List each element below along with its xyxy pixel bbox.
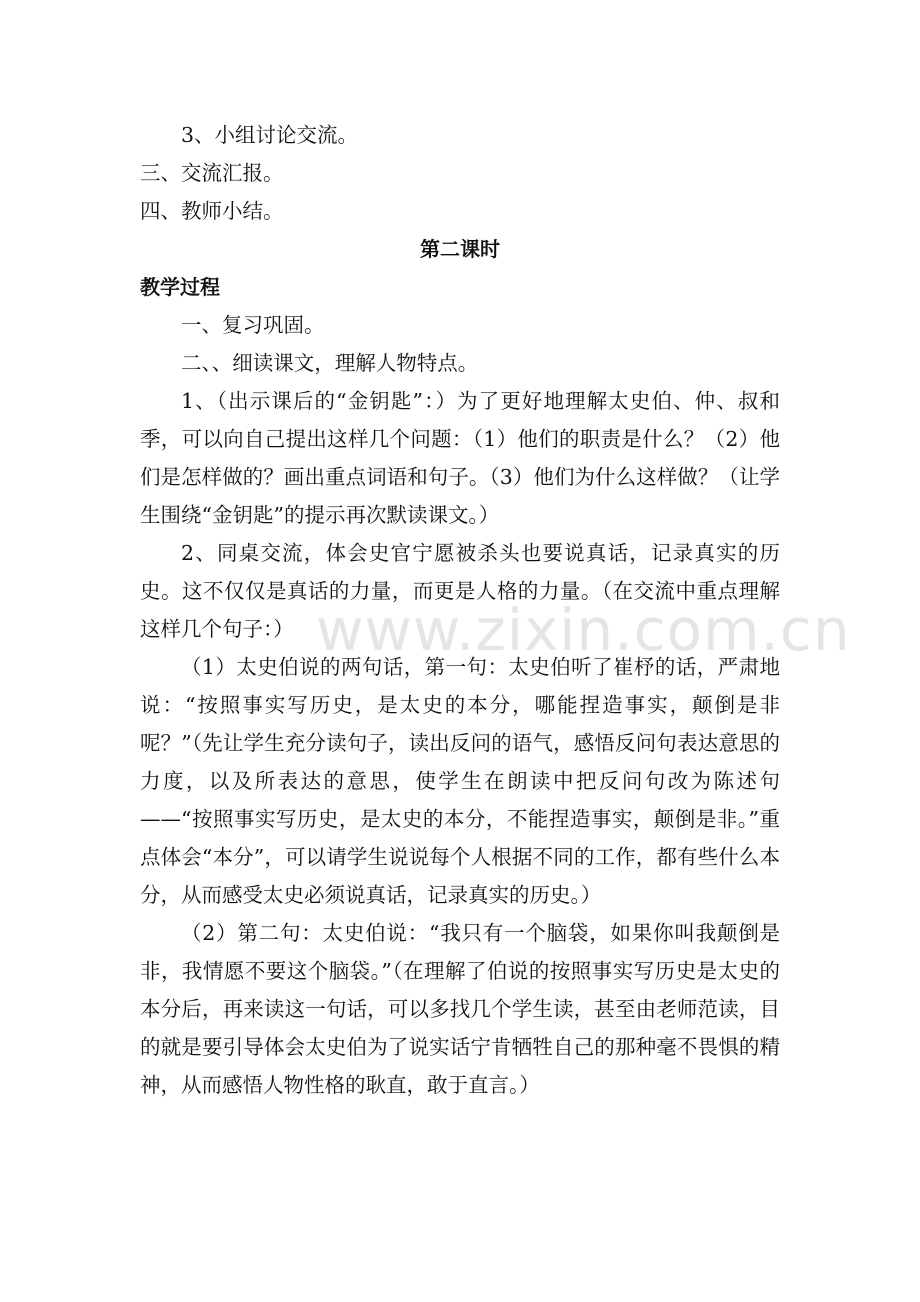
paragraph-second-sentence: （2）第二句：太史伯说：“我只有一个脑袋，如果你叫我颠倒是非，我情愿不要这个脑袋。”（在理解了伯说的按照事实写历史是太史的本分后，再来读这一句话，可以多找几个学生读，甚至由老师范读，目的就是要引导体会太史伯为了说实话宁肯牺牲自己的那种毫不畏惧的精神，从而感悟人物性格的耿直，敢于直言。） (140, 921, 780, 1097)
paragraph-golden-key: 1、（出示课后的“金钥匙”：）为了更好地理解太史伯、仲、叔和季，可以向自己提出这样几个问题：（1）他们的职责是什么？（2）他们是怎样做的？画出重点词语和句子。（3）他们为什么这样做？（让学生围绕“金钥匙”的提示再次默读课文。） (140, 389, 780, 527)
paragraph-close-reading: 二、、细读课文，理解人物特点。 (181, 351, 479, 375)
paragraph-review: 一、复习巩固。 (181, 313, 325, 337)
watermark: www.zixin.com.cn (316, 596, 851, 664)
document-body (140, 116, 851, 1104)
paragraph-report: 三、交流汇报。 (140, 161, 284, 185)
subheading: 教学过程 (140, 275, 220, 299)
paragraph-group-discussion: 3、小组讨论交流。 (181, 123, 359, 147)
paragraph-deskmate-exchange: 2、同桌交流，体会史官宁愿被杀头也要说真话，记录真实的历史。这不仅仅是真话的力量，而更是人格的力量。（在交流中重点理解这样几个句子：） (140, 541, 780, 641)
section-title: 第二课时 (420, 237, 500, 261)
paragraph-teacher-summary: 四、教师小结。 (140, 199, 284, 223)
paragraph-first-sentence: （1）太史伯说的两句话，第一句：太史伯听了崔杼的话，严肃地说：“按照事实写历史，是太史的本分，哪能捏造事实，颠倒是非呢？”（先让学生充分读句子，读出反问的语气，感悟反问句表达意思的力度，以及所表达的意思，使学生在朗读中把反问句改为陈述句——“按照事实写历史，是太史的本分，不能捏造事实，颠倒是非。”重点体会“本分”，可以请学生说说每个人根据不同的工作，都有些什么本分，从而感受太史必须说真话，记录真实的历史。） (140, 655, 780, 907)
